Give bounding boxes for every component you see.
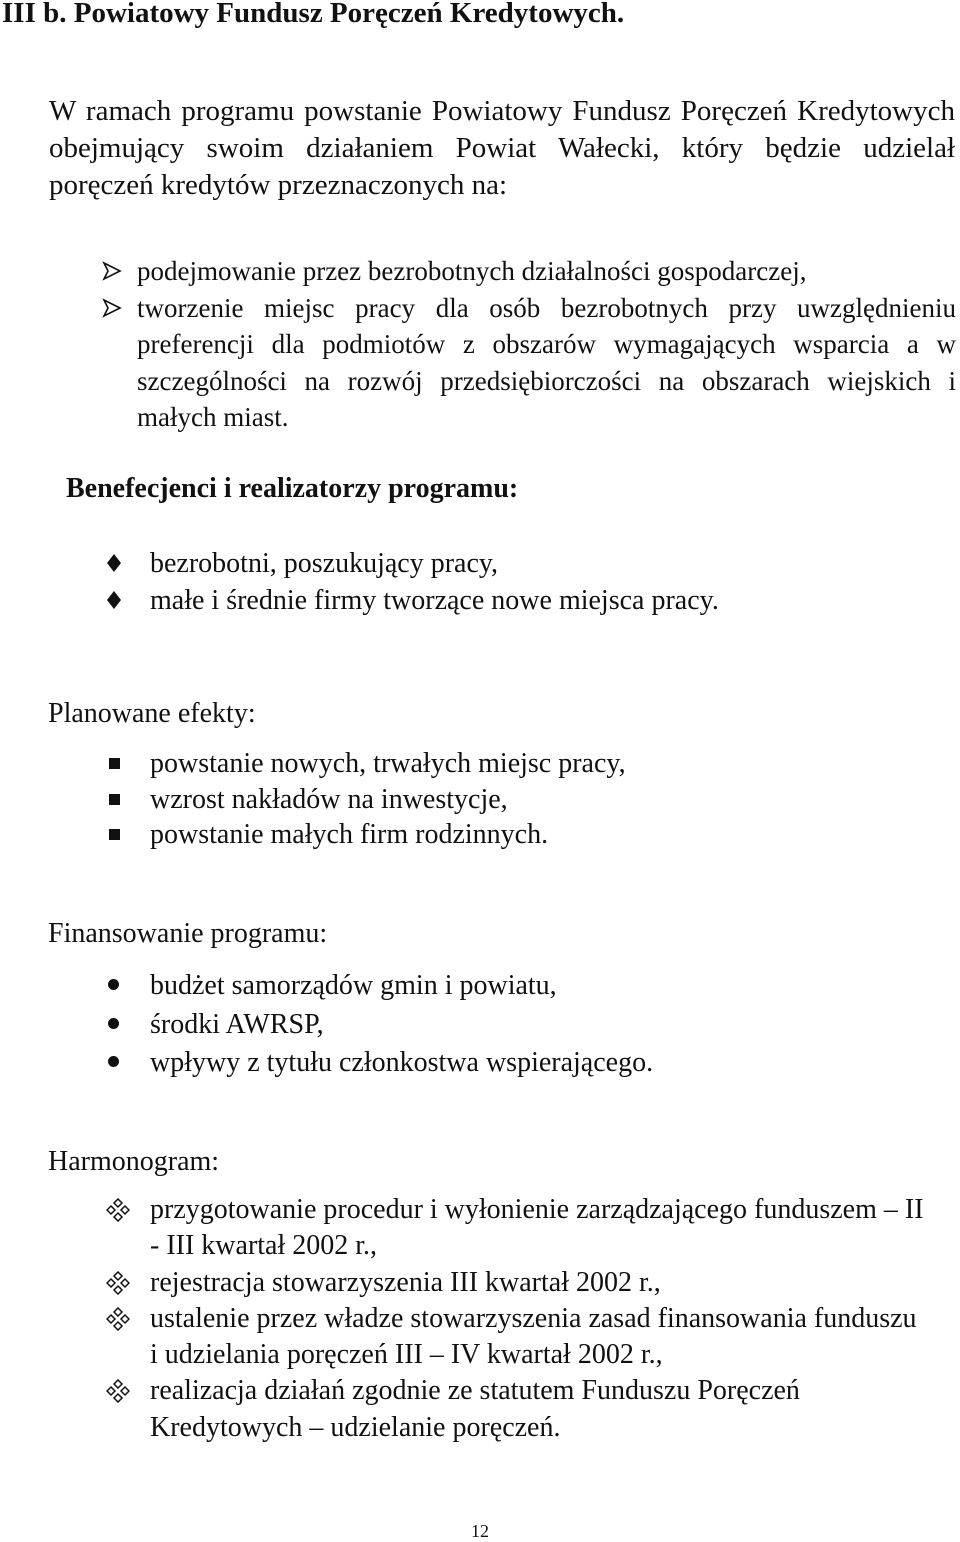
financing-heading: Finansowanie programu:	[48, 918, 328, 949]
beneficiaries-heading: Benefecjenci i realizatorzy programu:	[66, 473, 519, 504]
list-item	[106, 782, 626, 818]
arrowhead-bullet-icon	[102, 298, 122, 318]
list-item	[106, 746, 626, 782]
arrowhead-bullet-icon	[102, 261, 122, 281]
beneficiaries-list	[106, 545, 719, 619]
financing-list	[106, 967, 653, 1083]
list-item-text: tworzenie miejsc pracy dla osób bezrobotnych przy uwzględnieniu preferencji dla podmiotów z obszarów wymagających wsparcia a w szczególności na rozwój przedsiębiorczości na obszarach wiejskich i małych miast.	[137, 292, 956, 432]
square-bullet-icon	[109, 829, 120, 840]
list-item-text: podejmowanie przez bezrobotnych działalności gospodarczej,	[137, 256, 807, 286]
effects-list	[106, 746, 626, 853]
intro-paragraph	[49, 93, 955, 204]
list-item-text: ustalenie przez władze stowarzyszenia zasad finansowania funduszu i udzielania poręczeń III – IV kwartał 2002 r.,	[150, 1302, 917, 1371]
list-item-text: wpływy z tytułu członkostwa wspierającego.	[150, 1047, 654, 1078]
list-item	[106, 1265, 926, 1301]
list-item	[100, 290, 956, 436]
list-item-text: przygotowanie procedur i wyłonienie zarządzającego funduszem – II - III kwartał 2002 r.,	[150, 1194, 924, 1262]
list-item	[106, 817, 626, 853]
four-diamond-bullet-icon	[106, 1379, 130, 1403]
diamond-bullet-icon	[106, 553, 122, 573]
list-item-text: środki AWRSP,	[150, 1008, 324, 1040]
list-item	[106, 1301, 926, 1374]
list-item-text: bezrobotni, poszukujący pracy,	[150, 548, 499, 579]
four-diamond-bullet-icon	[106, 1271, 130, 1295]
four-diamond-bullet-icon	[106, 1307, 130, 1331]
four-diamond-bullet-icon	[106, 1198, 130, 1222]
round-bullet-icon	[108, 979, 119, 990]
round-bullet-icon	[108, 1018, 119, 1029]
list-item-text: powstanie nowych, trwałych miejsc pracy,	[150, 748, 626, 779]
section-title: III b. Powiatowy Fundusz Poręczeń Kredytowych.	[2, 0, 625, 29]
square-bullet-icon	[109, 794, 120, 805]
list-item-text: małe i średnie firmy tworzące nowe miejsca pracy.	[150, 585, 719, 616]
list-item	[100, 253, 956, 290]
list-item	[106, 582, 719, 619]
list-item	[106, 967, 653, 1006]
effects-heading: Planowane efekty:	[48, 698, 256, 729]
list-item-text: wzrost nakładów na inwestycje,	[150, 783, 508, 815]
list-item	[106, 545, 719, 582]
list-item	[106, 1006, 653, 1045]
list-item	[106, 1044, 653, 1083]
page-number: 12	[471, 1521, 489, 1541]
list-item	[106, 1192, 926, 1265]
list-item-text: realizacja działań zgodnie ze statutem Funduszu Poręczeń Kredytowych – udzielanie poręczeń.	[150, 1375, 800, 1443]
intro-text: W ramach programu powstanie Powiatowy Fundusz Poręczeń Kredytowych obejmujący swoim działaniem Powiat Wałecki, który będzie udzielał poręczeń kredytów przeznaczonych na:	[49, 95, 955, 201]
schedule-list	[106, 1192, 926, 1446]
square-bullet-icon	[109, 758, 120, 769]
list-item-text: rejestracja stowarzyszenia III kwartał 2002 r.,	[150, 1266, 661, 1298]
list-item-text: powstanie małych firm rodzinnych.	[150, 819, 549, 850]
purpose-list	[100, 253, 956, 436]
list-item-text: budżet samorządów gmin i powiatu,	[150, 970, 557, 1001]
schedule-heading: Harmonogram:	[48, 1146, 220, 1177]
diamond-bullet-icon	[106, 590, 122, 610]
list-item	[106, 1373, 926, 1446]
round-bullet-icon	[108, 1056, 119, 1067]
